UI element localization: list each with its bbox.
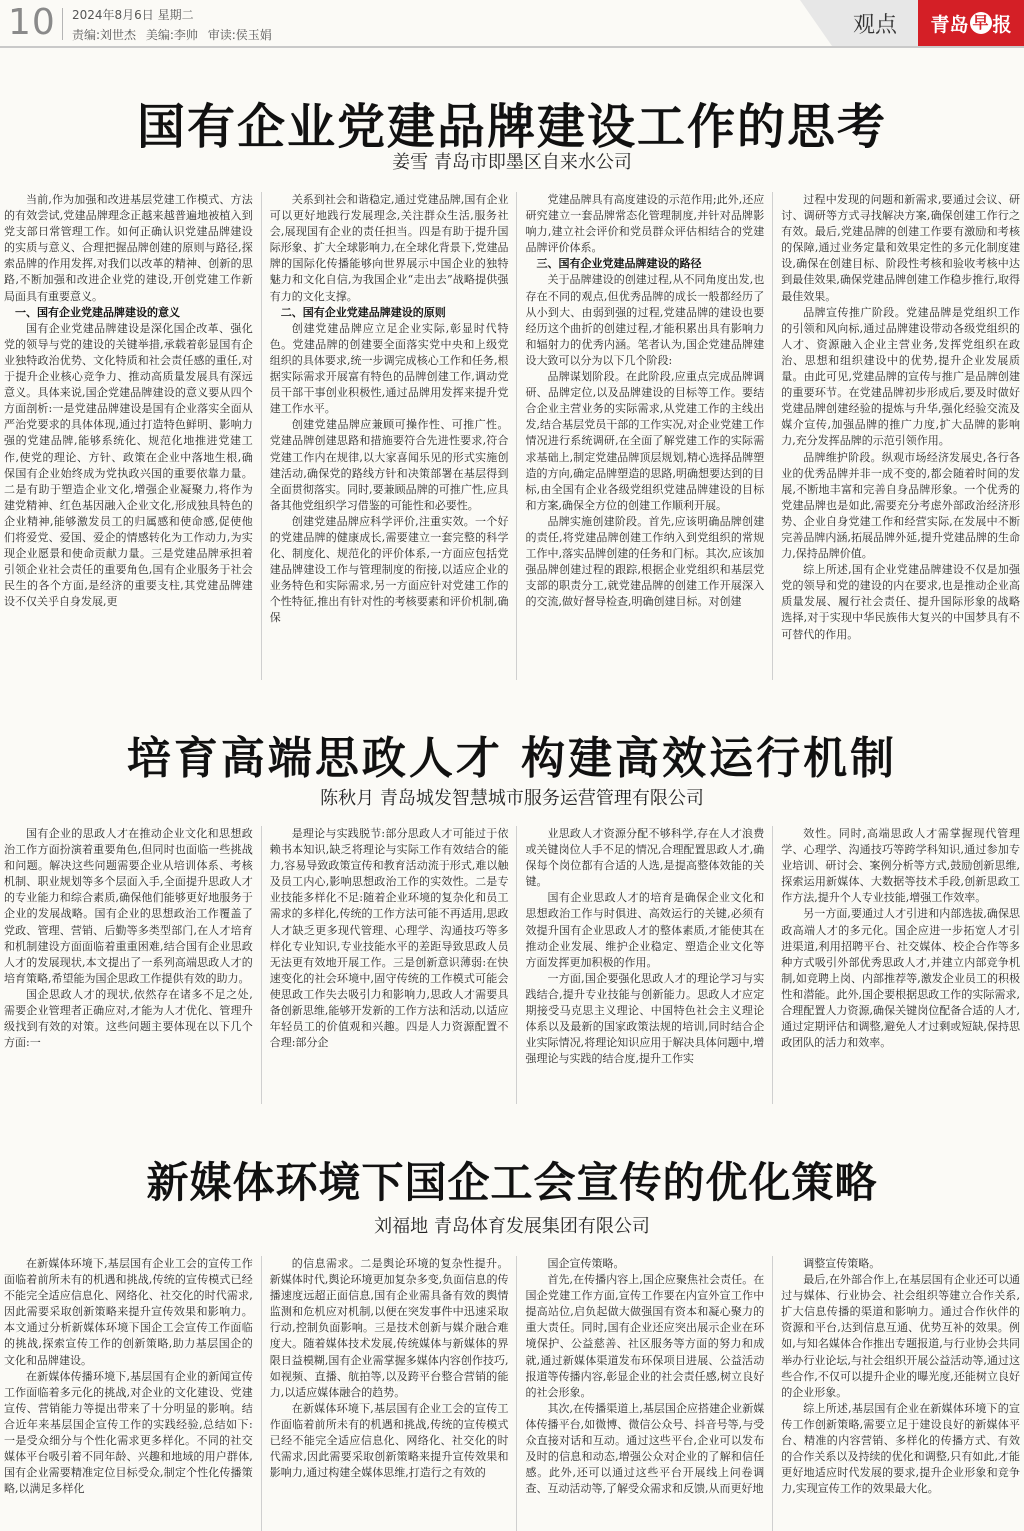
paragraph: 调整宣传策略。 [803,1257,881,1270]
logo-circle-char: 早 [970,12,992,34]
article-title: 国有企业党建品牌建设工作的思考 [136,99,887,155]
paragraph: 国有企业党建品牌建设是深化国企改革、强化党的领导与党的建设的关键举措,承载着彰显国有企业独特政治优势、文化特质和社会责任感的重任,对于提升企业核心竞争力、推动高质量发展具有深远意义。具体来说,国企党建品牌建设的意义要从四个方面剖析:一是党建品牌建设是国有企业落实全面从严治党要求的具体体现,通过打造特色鲜明、影响力强的党建品牌,能够系统化、规范化地推进党建工作,使党的理论、方针、政策在企业中落地生根,确保国有企业始终成为党执政兴国的重要依靠力量。二是有助于塑造企业文化,增强企业凝聚力,将作为建党精神、红色基因融入企业文化,形成独具特色的企业精神,能够激发员工的归属感和使命感,促使他们将爱党、爱国、爱企的情感转化为工作动力,为实现企业愿景和使命贡献力量。三是党建品牌承担着引领企业社会责任的重要角色,国有企业服务于社会民生的各个方面,是经济的重要支柱,其党建品牌建设不仅关乎自身发展,更 [4,321,253,609]
paragraph: 在新媒体环境下,基层国有企业工会的宣传工作面临着前所未有的机遇和挑战,传统的宣传模式已经不能完全适应信息化、网络化、社交化的时代需求,因此需要采取创新策略来提升宣传效果和影响力,通过构建全媒体思维,打造行之有效的 [269,1401,509,1480]
issue-date [72,6,194,23]
text-column [521,192,768,680]
section-tab-wedge [800,0,832,46]
newspaper-logo [918,0,1024,46]
text-column [777,1256,1024,1531]
date: 2024年8月6日 [72,8,154,22]
column-rule [516,192,517,680]
paragraph: 国有企业的思政人才在推动企业文化和思想政治工作方面扮演着重要角色,但同时也面临一些挑战和问题。解决这些问题需要企业从培训体系、考核机制、职业规划等多个层面入手,全面提升思政人才的专业能力和综合素质,确保他们能够更好地服务于企业的发展战略。国有企业的思想政治工作覆盖了党政、管理、营销、后勤等多类型部门,在人才培育和机制建设方面面临着重重困难,结合国有企业思政人才的发展现状,本文提出了一系列高端思政人才的培育策略,希望能为国企思政工作提供有效的助力。 [4,827,253,985]
paragraph: 的信息需求。二是舆论环境的复杂性提升。新媒体时代,舆论环境更加复杂多变,负面信息的传播速度远超正面信息,国有企业需具备有效的舆情监测和危机应对机制,以便在突发事件中迅速采取行动,控制负面影响。三是技术创新与媒介融合难度大。随着媒体技术发展,传统媒体与新媒体的界限日益模糊,国有企业需掌握多媒体内容创作技巧,如视频、直播、航拍等,以及跨平台整合营销的能力,以适应媒体融合的趋势。 [269,1257,509,1399]
designer-credit: 美编:李帅 [145,28,198,42]
paragraph: 首先,在传播内容上,国企应聚焦社会责任。在国企党建工作方面,宣传工作要在内宣外宣工作中提高站位,启负起做大做强国有资本和凝心聚力的重大责任。同时,国有企业还应突出展示企业在环境保护、公益慈善、社区服务等方面的努力和成就,通过新媒体渠道发布环保项目进展、公益活动报道等传播内容,彰显企业的社会责任感,树立良好的社会形象。 [525,1273,765,1399]
paragraph: 国有企业思政人才的培育是确保企业文化和思想政治工作与时俱进、高效运行的关键,必须有效提升国有企业思政人才的整体素质,才能使其在推动企业发展、维护企业稳定、塑造企业文化等方面发挥更加积极的作用。 [525,891,765,969]
paragraph: 品牌宣传推广阶段。党建品牌是党组织工作的引领和风向标,通过品牌建设带动各级党组织的人才、资源融入企业主营业务,发挥党组织在政治、思想和组织建设中的优势,提升企业发展质量。由此可见,党建品牌的宣传与推广是品牌创建的重要环节。在党建品牌初步形成后,要及时做好党建品牌创建经验的提炼与升华,强化经验交流及媒介宣传,加强品牌的推广力度,扩大品牌的影响力,充分发挥品牌的示范引领作用。 [781,305,1021,448]
page-header [0,0,1024,46]
paragraph: 在新媒体环境下,基层国有企业工会的宣传工作面临着前所未有的机遇和挑战,传统的宣传模式已经不能完全适应信息化、网络化、社交化的时代需求,因此需要采取创新策略来提升宣传效果和影响力。本文通过分析新媒体环境下国企工会宣传工作面临的挑战,探索宣传工作的创新策略,助力基层国企的文化和品牌建设。 [4,1257,253,1367]
article-title: 新媒体环境下国企工会宣传的优化策略 [146,1158,878,1207]
paragraph: 创建党建品牌应兼顾可操作性、可推广性。党建品牌创建思路和措施要符合先进性要求,符合党建工作内在规律,以大家喜闻乐见的形式实施创建活动,确保党的路线方针和决策部署在基层得到全面贯彻落实。同时,要兼顾品牌的可推广性,应具备其他党组织学习借鉴的可能性和必要性。 [269,418,509,512]
paragraph: 效性。同时,高端思政人才需掌握现代管理学、心理学、沟通技巧等跨学科知识,通过参加专业培训、研讨会、案例分析等方式,鼓励创新思维,探索运用新媒体、大数据等技术手段,创新思政工作方法,提升个人专业技能,增强工作效率。 [781,827,1021,905]
text-column [521,826,768,1104]
article-title: 培育高端思政人才 构建高效运行机制 [126,733,898,784]
paragraph: 其次,在传播渠道上,基层国企应搭建企业新媒体传播平台,如微博、微信公众号、抖音号等,与受众直接对话和互动。通过这些平台,企业可以发布及时的信息和动态,增强公众对企业的了解和信任感。此外,还可以通过这些平台开展线上问卷调查、互动活动等,了解受众需求和反馈,从而更好地 [525,1401,765,1496]
text-column [777,192,1024,680]
reviewer-credit: 审读:侯玉娟 [207,28,272,42]
text-column [266,826,513,1104]
text-column [266,192,513,680]
column-rule [261,1256,262,1531]
column-rule [772,1256,773,1531]
text-column [0,826,257,1104]
paragraph: 综上所述,基层国有企业在新媒体环境下的宣传工作创新策略,需要立足于建设良好的新媒体平台、精准的内容营销、多样化的传播方式、有效的合作关系以及持续的优化和调整,只有如此,才能更好地适应时代发展的要求,提升企业形象和竞争力,实现宣传工作的效果最大化。 [781,1401,1021,1496]
paragraph: 关系到社会和谐稳定,通过党建品牌,国有企业可以更好地践行发展理念,关注群众生活,服务社会,展现国有企业的责任担当。四是有助于提升国际形象、扩大全球影响力,在全球化背景下,党建品牌的国际化传播能够向世界展示中国企业的独特魅力和文化自信,为我国企业“走出去”战略提供强有力的文化支撑。 [269,193,509,303]
paragraph: 当前,作为加强和改进基层党建工作模式、方法的有效尝试,党建品牌理念正越来越普遍地被植入到党支部日常管理工作。如何正确认识党建品牌建设的实质与意义、合理把握品牌创建的原则与路径,探索品牌的作用发挥,对我们以改革的精神、创新的思路,不断加强和改进企业党的建设,开创党建工作新局面具有重要意义。 [4,193,253,303]
column-rule [261,826,262,1104]
paragraph: 一方面,国企要强化思政人才的理论学习与实践结合,提升专业技能与创新能力。思政人才应定期接受马克思主义理论、中国特色社会主义理论体系以及最新的国家政策法规的培训,同时结合企业实际情况,将理论知识应用于解决具体问题中,增强理论与实践的结合度,提升工作实 [525,971,765,1066]
header-rule [0,46,1024,48]
paragraph: 国企思政人才的现状,依然存在诸多不足之处,需要企业管理者正确应对,才能为人才优化、管理升级找到有效的对策。这些问题主要体现在以下几个方面:一 [4,987,253,1050]
column-rule [516,826,517,1104]
paragraph: 国企宣传策略。 [547,1257,625,1270]
column-rule [772,826,773,1104]
article-body [0,826,1024,1104]
text-column [0,1256,257,1531]
paragraph: 关于品牌建设的创建过程,从不同角度出发,也存在不同的观点,但优秀品牌的成长一般都经历了从小到大、由弱到强的过程,党建品牌的建设也要经历这个曲折的创建过程,才能积累出具有影响力和辐射力的优秀内涵。笔者认为,国企党建品牌建设大致可以分为以下几个阶段: [525,273,765,367]
editorial-credits [72,26,278,43]
paragraph: 业思政人才资源分配不够科学,存在人才浪费或关键岗位人手不足的情况,合理配置思政人才,确保每个岗位都有合适的人选,是提高整体效能的关键。 [525,827,765,889]
section-label: 观点 [832,0,918,46]
weekday: 星期二 [157,8,194,22]
section-heading: 一、国有企业党建品牌建设的意义 [15,305,180,319]
logo-text-left: 青岛 [930,13,969,36]
column-rule [516,1256,517,1531]
article-byline: 刘福地 青岛体育发展集团有限公司 [374,1216,650,1237]
paragraph: 在新媒体传播环境下,基层国有企业的新闻宣传工作面临着多元化的挑战,对企业的文化建设、党建宣传、营销能力等提出带来了十分明显的影响。结合近年来基层国企宣传工作的实践经验,总结如下:一是受众细分与个性化需求更多样化。不同的社交媒体平台吸引着不同年龄、兴趣和地域的用户群体,国有企业需要精准定位目标受众,制定个性化传播策略,以满足多样化 [4,1369,253,1496]
paragraph: 另一方面,要通过人才引进和内部选拔,确保思政高端人才的多元化。国企应进一步拓宽人才引进渠道,利用招聘平台、社交媒体、校企合作等多种方式吸引外部优秀思政人才,并建立内部竞争机制,如竞聘上岗、内部推荐等,激发企业员工的积极性和潜能。此外,国企要根据思政工作的实际需求,合理配置人力资源,确保关键岗位配备合适的人才,通过定期评估和调整,避免人才过剩或短缺,保持思政团队的活力和效率。 [781,907,1021,1050]
paragraph: 创建党建品牌应科学评价,注重实效。一个好的党建品牌的健康成长,需要建立一套完整的科学化、制度化、规范化的评价体系,一方面应包括党建品牌建设工作与管理制度的衔接,以适应企业的业务特色和实际需求,另一方面应针对党建工作的个性特征,推出有针对性的考核要素和评价机制,确保 [269,514,509,625]
text-column [777,826,1024,1104]
column-rule [261,192,262,680]
editor-credit: 责编:刘世杰 [72,28,137,42]
column-rule [772,192,773,680]
article-byline: 姜雪 青岛市即墨区自来水公司 [392,152,632,173]
paragraph: 品牌维护阶段。纵观市场经济发展史,各行各业的优秀品牌并非一成不变的,都会随着时间的发展,不断地丰富和完善自身品牌形象。一个优秀的党建品牌也是如此,需要充分考虑外部政治经济形势、企业自身党建工作和经营实际,在发展中不断完善品牌内涵,拓展品牌外延,提升党建品牌的生命力,保持品牌价值。 [781,450,1021,561]
paragraph: 品牌实施创建阶段。首先,应该明确品牌创建的责任,将党建品牌创建工作纳入到党组织的常规工作中,落实品牌创建的任务和门标。其次,应该加强品牌创建过程的跟踪,根据企业党组织和基层党支部的职责分工,就党建品牌的创建工作开展深入的交流,做好督导检查,明确创建目标。对创建 [525,514,765,609]
paragraph: 品牌谋划阶段。在此阶段,应重点完成品牌调研、品牌定位,以及品牌建设的目标等工作。要结合企业主营业务的实际需求,从党建工作的主线出发,结合基层党员干部的工作实况,对企业党建工作情况进行系统调研,在全面了解党建工作的实际需求基础上,制定党建品牌顶层规划,精心选择品牌塑造的方向,确定品牌塑造的思路,明确想要达到的目标,由全国有企业各级党组织党建品牌建设的目标和方案,确保全方位的创建工作顺利开展。 [525,370,765,512]
paragraph: 综上所述,国有企业党建品牌建设不仅是加强党的领导和党的建设的内在要求,也是推动企业高质量发展、履行社会责任、提升国际形象的战略选择,对于实现中华民族伟大复兴的中国梦具有不可替代的作用。 [781,563,1021,641]
article-byline: 陈秋月 青岛城发智慧城市服务运营管理有限公司 [320,788,704,809]
page-number: 10 [8,2,56,43]
article-body [0,192,1024,680]
paragraph: 党建品牌具有高度建设的示范作用;此外,还应研究建立一套品牌常态化管理制度,并针对品牌影响力,建立社会评价和党员群众评估相结合的党建品牌评价体系。 [525,193,765,255]
paragraph: 创建党建品牌应立足企业实际,彰显时代特色。党建品牌的创建要全面落实党中央和上级党组织的具体要求,统一步调完成核心工作和任务,根据实际需求开展富有特色的品牌创建工作,调动党员干部干事创业积极性,通过品牌用发挥来提升党建工作水平。 [269,321,509,416]
header-divider [62,8,63,40]
paragraph: 最后,在外部合作上,在基层国有企业还可以通过与媒体、行业协会、社会组织等建立合作关系,扩大信息传播的渠道和影响力。通过合作伙伴的资源和平台,达到信息互通、优势互补的效果。例如,与知名媒体合作推出专题报道,与行业协会共同举办行业论坛,与社会组织开展公益活动等,通过这些合作,不仅可以提升企业的曝光度,还能树立良好的企业形象。 [781,1273,1021,1399]
section-heading: 二、国有企业党建品牌建设的原则 [280,305,446,319]
text-column [0,192,257,680]
paragraph: 是理论与实践脱节:部分思政人才可能过于依赖书本知识,缺乏将理论与实际工作有效结合的能力,容易导致政策宣传和教育活动流于形式,难以触及员工内心,影响思想政治工作的实效性。二是专业技能多样化不足:随着企业环境的复杂化和员工需求的多样化,传统的工作方法可能不再适用,思政人才缺乏更多现代管理、心理学、沟通技巧等多样化专业知识,专业技能水平的差距导致思政人员无法更有效地开展工作。三是创新意识薄弱:在快速变化的社会环境中,固守传统的工作模式可能会使思政工作失去吸引力和影响力,思政人才需要具备创新思维,能够开发新的工作方法和活动,以适应年轻员工的价值观和兴趣。四是人力资源配置不合理:部分企 [269,827,509,1050]
text-column [266,1256,513,1531]
paragraph: 过程中发现的问题和新需求,要通过会议、研讨、调研等方式寻找解决方案,确保创建工作行之有效。最后,党建品牌的创建工作要有激励和考核的保障,通过业务定量和效果定性的多元化制度建设,确保在创建目标、阶段性考核和验收考核中达到最佳效果,确保党建品牌创建工作稳步推行,取得最佳效果。 [781,193,1021,303]
article-body [0,1256,1024,1531]
section-heading: 三、国有企业党建品牌建设的路径 [536,257,702,271]
text-column [521,1256,768,1531]
logo-text-right: 报 [992,13,1012,36]
